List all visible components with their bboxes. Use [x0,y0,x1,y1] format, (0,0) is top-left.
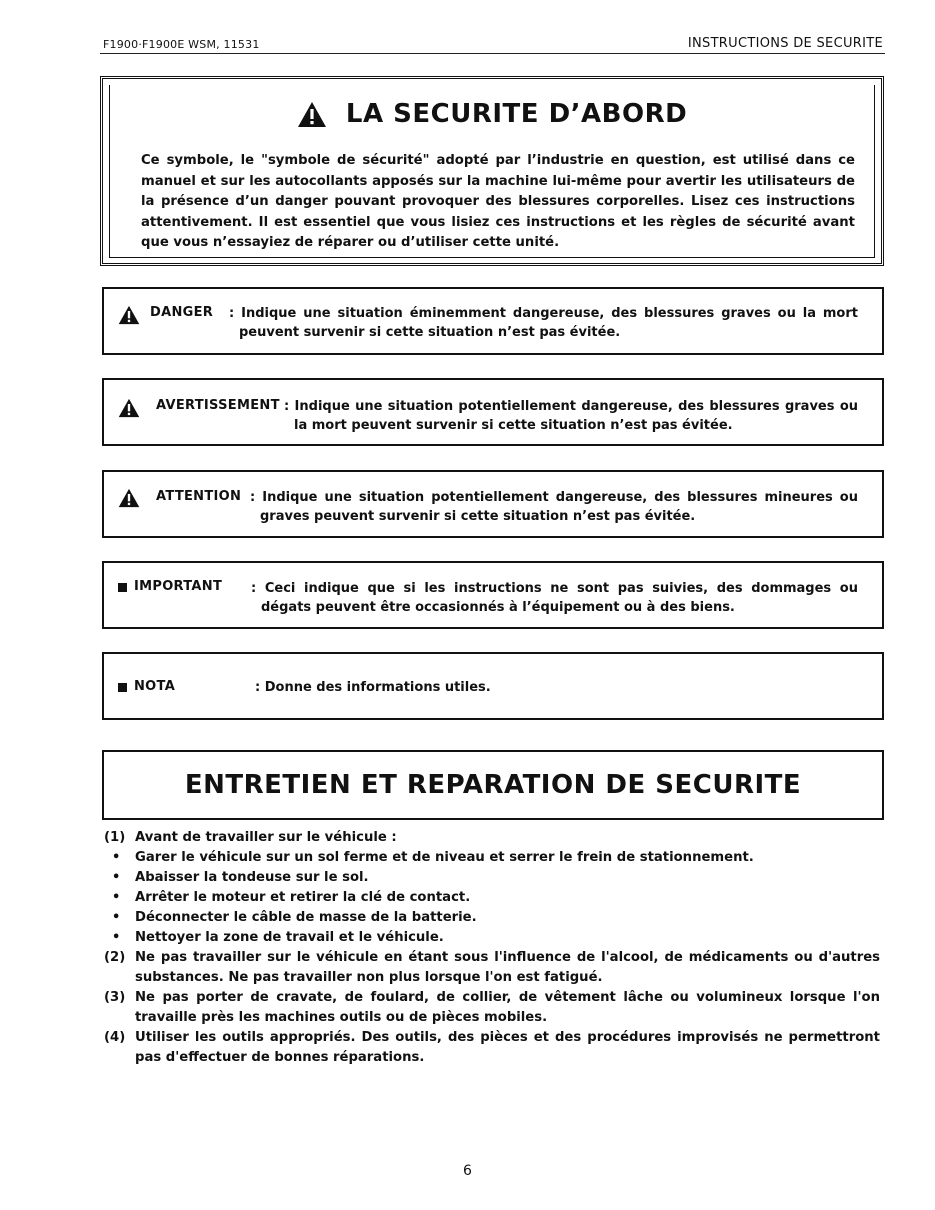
danger-description: : Indique une situation éminemment dangereuse, des blessures graves ou la mort peuvent survenir si cette situation n’est pas évitée. [229,306,858,340]
square-bullet-icon [118,583,127,592]
danger-label: DANGER [150,305,214,320]
header-rule [100,53,885,54]
warning-triangle-icon [118,398,140,418]
warning-triangle-icon [118,488,140,508]
bullet-text: Arrêter le moteur et retirer la clé de contact. [135,890,471,905]
maintenance-title-box [102,750,884,820]
page-number: 6 [463,1163,472,1179]
warning-description: : Indique une situation potentiellement dangereuse, des blessures graves ou la mort peuvent survenir si cette situation n’est pas évitée. [284,399,858,433]
caution-box [102,470,884,538]
bullet-item [104,888,880,908]
section-title: INSTRUCTIONS DE SECURITE [687,36,883,51]
bullet-text: Nettoyer la zone de travail et le véhicule. [135,930,444,945]
safety-first-heading [103,99,881,129]
bullet-text: Déconnecter le câble de masse de la batterie. [135,910,477,925]
note-box [102,652,884,720]
safety-first-title: LA SECURITE D’ABORD [345,99,688,129]
safety-first-box [100,76,884,266]
bullet-icon: • [112,870,121,885]
item-text: Ne pas porter de cravate, de foulard, de collier, de vêtement lâche ou volumineux lorsque l'on travaille près les machines outils ou de pièces mobiles. [135,990,880,1025]
bullet-item [104,908,880,928]
warning-label: AVERTISSEMENT [156,398,280,413]
list-item [104,948,880,988]
list-item [104,988,880,1028]
caution-label: ATTENTION [156,489,242,504]
bullet-icon: • [112,910,121,925]
warning-box [102,378,884,446]
square-bullet-icon [118,683,127,692]
safety-first-text: Ce symbole, le "symbole de sécurité" adopté par l’industrie en question, est utilisé dans ce manuel et sur les autocollants apposés sur la machine lui-même pour avertir les utilisateurs de la présence d’un danger pouvant provoquer des blessures corporelles. Lisez ces instructions attentivement. Il est essentiel que vous lisiez ces instructions et les règles de sécurité avant que vous n’essayiez de réparer ou d’utiliser cette unité. [141,153,855,250]
bullet-item [104,928,880,948]
bullet-text: Garer le véhicule sur un sol ferme et de niveau et serrer le frein de stationnement. [135,850,754,865]
item-number: (4) [104,1030,126,1045]
warning-triangle-icon [118,305,140,325]
item-number: (3) [104,990,126,1005]
document-id: F1900·F1900E WSM, 11531 [103,38,260,51]
bullet-text: Abaisser la tondeuse sur le sol. [135,870,369,885]
important-description: : Ceci indique que si les instructions ne sont pas suivies, des dommages ou dégats peuvent être occasionnés à l’équipement ou à des biens. [251,581,858,615]
item-text: Utiliser les outils appropriés. Des outils, des pièces et des procédures improvisés ne permettront pas d'effectuer de bonnes réparations. [135,1030,880,1065]
danger-box [102,287,884,355]
bullet-item [104,868,880,888]
warning-triangle-icon [297,101,327,128]
item-text: Avant de travailler sur le véhicule : [135,830,397,845]
bullet-icon: • [112,890,121,905]
bullet-icon: • [112,850,121,865]
list-item [104,828,880,848]
item-number: (1) [104,830,126,845]
bullet-icon: • [112,930,121,945]
item-text: Ne pas travailler sur le véhicule en étant sous l'influence de l'alcool, de médicaments ou d'autres substances. Ne pas travailler non plus lorsque l'on est fatigué. [135,950,880,985]
important-label: IMPORTANT [134,579,223,594]
note-description: : Donne des informations utiles. [255,680,491,695]
list-item [104,1028,880,1068]
caution-description: : Indique une situation potentiellement dangereuse, des blessures mineures ou graves peuvent survenir si cette situation n’est pas évitée. [250,490,858,524]
item-number: (2) [104,950,126,965]
box-inner-line [109,257,875,258]
maintenance-instructions [104,828,880,1068]
note-label: NOTA [134,679,176,694]
bullet-item [104,848,880,868]
important-box [102,561,884,629]
maintenance-title: ENTRETIEN ET REPARATION DE SECURITE [184,770,802,800]
